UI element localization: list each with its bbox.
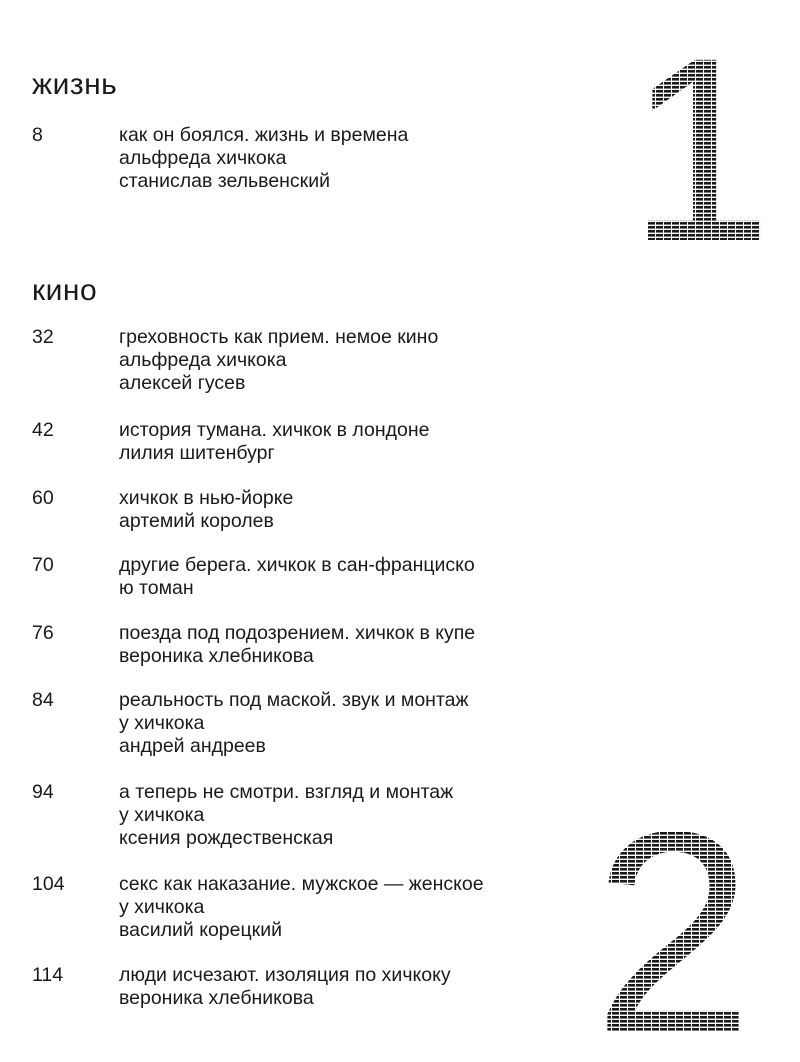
entry-author: лилия шитенбург — [119, 442, 275, 464]
entry-author: ксения рождественская — [119, 827, 334, 849]
page-number: 70 — [32, 554, 54, 576]
entry-author: алексей гусев — [119, 372, 246, 394]
page-number: 114 — [32, 964, 64, 986]
page-number: 104 — [32, 873, 65, 895]
chapter-number-1-glyph: 1 — [627, 3, 773, 296]
section-title-life: жизнь — [32, 68, 118, 101]
entry-title-line: другие берега. хичкок в сан-франциско — [119, 554, 475, 576]
page-number: 94 — [32, 781, 54, 803]
page-number: 8 — [32, 124, 43, 146]
entry-title-line: греховность как прием. немое кино — [119, 326, 439, 348]
entry-title-line: альфреда хичкока — [119, 349, 287, 371]
entry-author: василий корецкий — [119, 919, 282, 941]
entry-title-line: хичкок в нью-йорке — [119, 487, 294, 509]
entry-title-line: альфреда хичкока — [119, 147, 287, 169]
entry-title-line: люди исчезают. изоляция по хичкоку — [119, 964, 451, 986]
page-number: 32 — [32, 326, 54, 348]
entry-author: ю томан — [119, 577, 194, 599]
entry-title-line: у хичкока — [119, 896, 205, 918]
chapter-number-2 — [588, 772, 758, 1062]
entry-author: андрей андреев — [119, 735, 266, 757]
chapter-number-1 — [627, 3, 773, 296]
entry-title-line: как он боялся. жизнь и времена — [119, 124, 409, 146]
entry-title-line: секс как наказание. мужское — женское — [119, 873, 484, 895]
page-number: 42 — [32, 419, 54, 441]
entry-author: артемий королев — [119, 510, 274, 532]
entry-title-line: у хичкока — [119, 712, 205, 734]
page-number: 76 — [32, 622, 54, 644]
entry-author: вероника хлебникова — [119, 987, 314, 1009]
section-title-cinema: кино — [32, 274, 98, 307]
entry-title-line: история тумана. хичкок в лондоне — [119, 419, 430, 441]
entry-title-line: а теперь не смотри. взгляд и монтаж — [119, 781, 454, 803]
page-number: 60 — [32, 487, 54, 509]
entry-title-line: реальность под маской. звук и монтаж — [119, 689, 469, 711]
entry-title-line: у хичкока — [119, 804, 205, 826]
entry-author: станислав зельвенский — [119, 170, 330, 192]
entry-title-line: поезда под подозрением. хичкок в купе — [119, 622, 476, 644]
chapter-number-2-glyph: 2 — [592, 772, 754, 1062]
entry-author: вероника хлебникова — [119, 645, 314, 667]
page-number: 84 — [32, 689, 54, 711]
